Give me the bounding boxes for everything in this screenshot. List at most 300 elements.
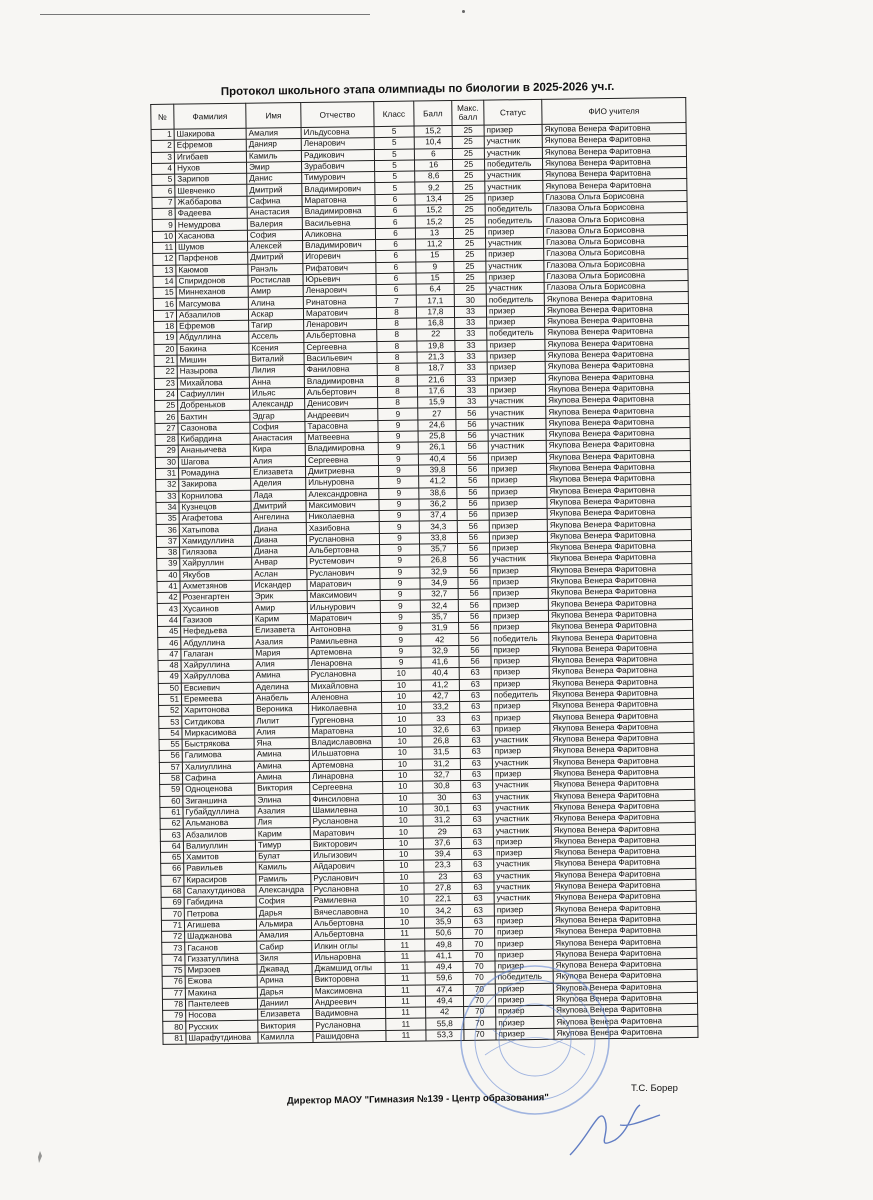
cell-status: призер bbox=[489, 497, 547, 509]
cell-max-score: 56 bbox=[456, 441, 488, 453]
cell-score: 32,9 bbox=[421, 645, 459, 657]
cell-status: участник bbox=[493, 825, 551, 837]
cell-status: участник bbox=[484, 147, 542, 159]
cell-status: участник bbox=[494, 859, 552, 871]
cell-patronymic: Линаровна bbox=[309, 770, 382, 782]
cell-name: Карим bbox=[252, 613, 307, 625]
cell-name: Ранэль bbox=[248, 263, 303, 275]
cell-grade: 6 bbox=[376, 250, 416, 262]
cell-patronymic: Рашидовна bbox=[313, 1030, 386, 1042]
cell-number: 56 bbox=[159, 750, 182, 762]
cell-status: призер bbox=[494, 847, 552, 859]
cell-surname: Галимова bbox=[182, 750, 254, 762]
cell-patronymic: Радикович bbox=[301, 149, 374, 161]
cell-score: 36,2 bbox=[419, 498, 457, 510]
cell-surname: Газизов bbox=[180, 614, 252, 626]
cell-max-score: 56 bbox=[456, 430, 488, 442]
cell-name: Анвар bbox=[252, 557, 307, 569]
cell-name: Карим bbox=[255, 828, 310, 840]
cell-score: 53,3 bbox=[426, 1029, 464, 1041]
cell-number: 11 bbox=[153, 242, 176, 254]
cell-grade: 9 bbox=[380, 567, 420, 579]
cell-surname: Жаббарова bbox=[175, 196, 247, 208]
cell-surname: Валиуллин bbox=[183, 840, 255, 852]
cell-score: 38,6 bbox=[419, 487, 457, 499]
cell-number: 42 bbox=[157, 592, 180, 604]
cell-patronymic: Матвеевна bbox=[305, 432, 378, 444]
cell-status: участник bbox=[494, 892, 552, 904]
cell-status: призер bbox=[492, 746, 550, 758]
cell-grade: 9 bbox=[380, 578, 420, 590]
cell-teacher: Якупова Венера Фаритовна bbox=[546, 405, 690, 418]
cell-teacher: Якупова Венера Фаритовна bbox=[550, 710, 694, 723]
cell-teacher: Якупова Венера Фаритовна bbox=[551, 778, 695, 791]
cell-number: 69 bbox=[161, 897, 184, 909]
cell-name: Александра bbox=[256, 884, 311, 896]
cell-grade: 11 bbox=[386, 1007, 426, 1019]
cell-score: 15,2 bbox=[415, 205, 453, 217]
cell-teacher: Якупова Венера Фаритовна bbox=[553, 992, 697, 1005]
cell-teacher: Якупова Венера Фаритовна bbox=[547, 495, 691, 508]
cell-grade: 9 bbox=[379, 499, 419, 511]
cell-status: участник bbox=[486, 283, 544, 295]
cell-surname: Мишин bbox=[177, 354, 249, 366]
cell-patronymic: Маратович bbox=[310, 827, 383, 839]
cell-grade: 10 bbox=[384, 905, 424, 917]
cell-name: Джавад bbox=[257, 963, 312, 975]
director-line: Директор МАОУ "Гимназия №139 - Центр образования" bbox=[286, 1092, 549, 1107]
cell-teacher: Якупова Венера Фаритовна bbox=[542, 122, 686, 135]
cell-number: 52 bbox=[159, 705, 182, 717]
cell-patronymic: Артемовна bbox=[308, 646, 381, 658]
cell-teacher: Якупова Венера Фаритовна bbox=[546, 394, 690, 407]
cell-patronymic: Рамилевна bbox=[311, 895, 384, 907]
cell-name: Данияр bbox=[246, 139, 301, 151]
cell-grade: 10 bbox=[384, 883, 424, 895]
cell-grade: 10 bbox=[383, 781, 423, 793]
cell-name: Амалия bbox=[246, 128, 301, 140]
cell-score: 9,2 bbox=[415, 182, 453, 194]
cell-teacher: Якупова Венера Фаритовна bbox=[552, 879, 696, 892]
cell-patronymic: Маратович bbox=[307, 612, 380, 624]
cell-max-score: 70 bbox=[463, 950, 495, 962]
cell-name: Арина bbox=[257, 975, 312, 987]
cell-name: Елизавета bbox=[258, 1009, 313, 1021]
cell-status: призер bbox=[489, 520, 547, 532]
cell-teacher: Якупова Венера Фаритовна bbox=[550, 721, 694, 734]
cell-status: участник bbox=[484, 136, 542, 148]
cell-name: Амина bbox=[254, 749, 309, 761]
cell-name: Дмитрий bbox=[251, 500, 306, 512]
cell-status: призер bbox=[487, 350, 545, 362]
cell-number: 23 bbox=[154, 378, 177, 390]
cell-teacher: Якупова Венера Фаритовна bbox=[548, 552, 692, 565]
cell-name: Ильяс bbox=[249, 387, 304, 399]
cell-name: Элина bbox=[255, 794, 310, 806]
cell-surname: Назырова bbox=[177, 365, 249, 377]
cell-score: 15 bbox=[416, 250, 454, 262]
cell-grade: 10 bbox=[381, 668, 421, 680]
cell-score: 32,4 bbox=[420, 600, 458, 612]
cell-grade: 9 bbox=[381, 657, 421, 669]
cell-name: Алия bbox=[254, 726, 309, 738]
cell-status: призер bbox=[488, 463, 546, 475]
header-status: Статус bbox=[484, 99, 542, 125]
cell-patronymic: Ринатовна bbox=[303, 296, 376, 308]
cell-score: 6,4 bbox=[416, 284, 454, 296]
cell-teacher: Якупова Венера Фаритовна bbox=[549, 620, 693, 633]
header-patronymic: Отчество bbox=[301, 102, 374, 128]
cell-score: 35,7 bbox=[420, 543, 458, 555]
cell-status: призер bbox=[489, 508, 547, 520]
cell-grade: 9 bbox=[381, 646, 421, 658]
cell-number: 47 bbox=[158, 649, 181, 661]
cell-max-score: 56 bbox=[459, 633, 491, 645]
cell-patronymic: Антоновна bbox=[308, 624, 381, 636]
cell-score: 30 bbox=[423, 792, 461, 804]
cell-grade: 6 bbox=[376, 239, 416, 251]
cell-status: участник bbox=[493, 791, 551, 803]
cell-max-score: 25 bbox=[453, 193, 485, 205]
cell-number: 32 bbox=[156, 479, 179, 491]
cell-number: 55 bbox=[159, 739, 182, 751]
cell-grade: 10 bbox=[382, 713, 422, 725]
cell-number: 16 bbox=[153, 299, 176, 311]
cell-teacher: Якупова Венера Фаритовна bbox=[550, 766, 694, 779]
cell-number: 19 bbox=[154, 333, 177, 345]
cell-score: 23 bbox=[424, 871, 462, 883]
cell-grade: 10 bbox=[383, 804, 423, 816]
cell-max-score: 56 bbox=[457, 509, 489, 521]
cell-max-score: 25 bbox=[454, 272, 486, 284]
cell-score: 27 bbox=[418, 408, 456, 420]
cell-patronymic: Аликовна bbox=[302, 228, 375, 240]
cell-teacher: Якупова Венера Фаритовна bbox=[553, 958, 697, 971]
cell-teacher: Глазова Ольга Борисовна bbox=[543, 224, 687, 237]
cell-surname: Игибаев bbox=[174, 151, 246, 163]
cell-score: 11,2 bbox=[416, 239, 454, 251]
cell-surname: Ситдикова bbox=[182, 716, 254, 728]
cell-status: участник bbox=[488, 395, 546, 407]
cell-name: Валерия bbox=[247, 218, 302, 230]
cell-status: участник bbox=[488, 429, 546, 441]
cell-patronymic: Руслановна bbox=[306, 533, 379, 545]
cell-surname: Михайлова bbox=[177, 377, 249, 389]
cell-status: победитель bbox=[495, 972, 553, 984]
cell-surname: Якубов bbox=[180, 569, 252, 581]
cell-grade: 8 bbox=[377, 341, 417, 353]
cell-name: Диана bbox=[251, 523, 306, 535]
cell-teacher: Якупова Венера Фаритовна bbox=[549, 642, 693, 655]
cell-score: 13 bbox=[415, 227, 453, 239]
cell-patronymic: Маратовна bbox=[309, 725, 382, 737]
cell-grade: 8 bbox=[376, 307, 416, 319]
cell-teacher: Якупова Венера Фаритовна bbox=[551, 800, 695, 813]
cell-grade: 8 bbox=[377, 363, 417, 375]
cell-name: Тимур bbox=[255, 839, 310, 851]
cell-grade: 6 bbox=[375, 228, 415, 240]
table-body bbox=[151, 122, 698, 1044]
cell-status: участник bbox=[494, 881, 552, 893]
cell-number: 28 bbox=[155, 434, 178, 446]
cell-status: призер bbox=[496, 1017, 554, 1029]
cell-grade: 8 bbox=[377, 352, 417, 364]
cell-status: победитель bbox=[491, 689, 549, 701]
cell-number: 39 bbox=[157, 558, 180, 570]
cell-grade: 5 bbox=[374, 126, 414, 138]
cell-score: 35,7 bbox=[420, 611, 458, 623]
cell-grade: 8 bbox=[377, 318, 417, 330]
cell-teacher: Якупова Венера Фаритовна bbox=[548, 586, 692, 599]
cell-name: Альмира bbox=[256, 918, 311, 930]
cell-score: 33 bbox=[422, 713, 460, 725]
cell-score: 6 bbox=[414, 148, 452, 160]
cell-patronymic: Ленарович bbox=[301, 138, 374, 150]
cell-name: Виктория bbox=[258, 1020, 313, 1032]
cell-number: 27 bbox=[155, 423, 178, 435]
cell-patronymic: Ленаровна bbox=[308, 657, 381, 669]
cell-max-score: 63 bbox=[462, 871, 494, 883]
cell-max-score: 33 bbox=[455, 374, 487, 386]
cell-number: 75 bbox=[162, 965, 185, 977]
cell-name: Виталий bbox=[249, 353, 304, 365]
cell-name: Сафина bbox=[247, 195, 302, 207]
cell-surname: Сафина bbox=[182, 772, 254, 784]
cell-surname: Салахутдинова bbox=[184, 885, 256, 897]
cell-grade: 11 bbox=[386, 1030, 426, 1042]
cell-status: призер bbox=[490, 599, 548, 611]
cell-status: призер bbox=[487, 339, 545, 351]
cell-teacher: Якупова Венера Фаритовна bbox=[546, 427, 690, 440]
cell-name: Амир bbox=[248, 286, 303, 298]
cell-grade: 5 bbox=[375, 183, 415, 195]
cell-score: 16,8 bbox=[417, 318, 455, 330]
cell-teacher: Якупова Венера Фаритовна bbox=[552, 891, 696, 904]
cell-score: 40,4 bbox=[421, 668, 459, 680]
cell-patronymic: Тимурович bbox=[302, 172, 375, 184]
cell-score: 9 bbox=[416, 261, 454, 273]
cell-patronymic: Хазибовна bbox=[306, 522, 379, 534]
cell-number: 14 bbox=[153, 276, 176, 288]
cell-max-score: 25 bbox=[453, 215, 485, 227]
cell-teacher: Якупова Венера Фаритовна bbox=[551, 789, 695, 802]
cell-number: 6 bbox=[152, 186, 175, 198]
cell-surname: Абдуллина bbox=[177, 332, 249, 344]
cell-teacher: Якупова Венера Фаритовна bbox=[549, 631, 693, 644]
cell-status: призер bbox=[491, 621, 549, 633]
cell-patronymic: Ильнуровна bbox=[306, 477, 379, 489]
cell-surname: Еремеева bbox=[181, 693, 253, 705]
cell-surname: Хамитов bbox=[184, 851, 256, 863]
cell-surname: Зиганшина bbox=[183, 795, 255, 807]
cell-max-score: 33 bbox=[455, 317, 487, 329]
cell-name: Дарья bbox=[256, 907, 311, 919]
cell-name: София bbox=[247, 229, 302, 241]
cell-grade: 6 bbox=[376, 262, 416, 274]
cell-grade: 10 bbox=[381, 691, 421, 703]
cell-teacher: Якупова Венера Фаритовна bbox=[549, 676, 693, 689]
cell-score: 15,9 bbox=[418, 397, 456, 409]
cell-name: Анабель bbox=[253, 692, 308, 704]
cell-score: 37,6 bbox=[423, 837, 461, 849]
cell-status: призер bbox=[491, 678, 549, 690]
cell-max-score: 33 bbox=[455, 351, 487, 363]
cell-teacher: Якупова Венера Фаритовна bbox=[552, 857, 696, 870]
cell-grade: 11 bbox=[385, 973, 425, 985]
cell-grade: 10 bbox=[382, 736, 422, 748]
cell-name: Мария bbox=[253, 647, 308, 659]
cell-grade: 9 bbox=[378, 420, 418, 432]
cell-max-score: 25 bbox=[452, 125, 484, 137]
cell-teacher: Якупова Венера Фаритовна bbox=[546, 439, 690, 452]
cell-surname: Нефедьева bbox=[181, 625, 253, 637]
cell-status: призер bbox=[496, 1028, 554, 1040]
cell-teacher: Якупова Венера Фаритовна bbox=[543, 179, 687, 192]
cell-teacher: Якупова Венера Фаритовна bbox=[551, 823, 695, 836]
cell-patronymic: Русланович bbox=[307, 567, 380, 579]
cell-grade: 10 bbox=[384, 849, 424, 861]
cell-teacher: Якупова Венера Фаритовна bbox=[545, 315, 689, 328]
cell-number: 73 bbox=[162, 942, 185, 954]
cell-surname: Быстрякова bbox=[182, 738, 254, 750]
cell-max-score: 63 bbox=[460, 701, 492, 713]
cell-number: 63 bbox=[160, 830, 183, 842]
cell-score: 34,9 bbox=[420, 577, 458, 589]
cell-surname: Добреньков bbox=[178, 399, 250, 411]
cell-max-score: 63 bbox=[462, 893, 494, 905]
cell-teacher: Якупова Венера Фаритовна bbox=[549, 687, 693, 700]
cell-grade: 10 bbox=[383, 826, 423, 838]
cell-max-score: 33 bbox=[455, 340, 487, 352]
cell-teacher: Якупова Венера Фаритовна bbox=[553, 981, 697, 994]
cell-score: 17,8 bbox=[416, 306, 454, 318]
cell-grade: 5 bbox=[375, 171, 415, 183]
cell-surname: Розенгартен bbox=[180, 591, 252, 603]
cell-status: участник bbox=[490, 554, 548, 566]
cell-max-score: 63 bbox=[461, 803, 493, 815]
cell-status: призер bbox=[488, 452, 546, 464]
cell-score: 21,6 bbox=[417, 374, 455, 386]
cell-name: Камилла bbox=[258, 1031, 313, 1043]
cell-status: участник bbox=[493, 813, 551, 825]
cell-max-score: 56 bbox=[457, 532, 489, 544]
cell-teacher: Якупова Венера Фаритовна bbox=[548, 540, 692, 553]
cell-surname: Агафетова bbox=[179, 512, 251, 524]
cell-number: 22 bbox=[154, 366, 177, 378]
cell-number: 20 bbox=[154, 344, 177, 356]
cell-patronymic: Ильгизович bbox=[311, 850, 384, 862]
cell-name: Елизавета bbox=[253, 625, 308, 637]
cell-grade: 10 bbox=[382, 702, 422, 714]
cell-number: 34 bbox=[156, 502, 179, 514]
cell-number: 35 bbox=[156, 513, 179, 525]
cell-teacher: Якупова Венера Фаритовна bbox=[548, 563, 692, 576]
cell-number: 40 bbox=[157, 570, 180, 582]
cell-patronymic: Рифатович bbox=[303, 262, 376, 274]
cell-name: Булат bbox=[256, 850, 311, 862]
cell-grade: 9 bbox=[378, 465, 418, 477]
cell-patronymic: Викторовна bbox=[312, 974, 385, 986]
cell-teacher: Якупова Венера Фаритовна bbox=[553, 970, 697, 983]
cell-number: 80 bbox=[163, 1022, 186, 1034]
cell-grade: 10 bbox=[382, 759, 422, 771]
cell-max-score: 56 bbox=[458, 588, 490, 600]
cell-patronymic: Максимовна bbox=[312, 985, 385, 997]
cell-grade: 11 bbox=[385, 928, 425, 940]
cell-patronymic: Шамилевна bbox=[310, 804, 383, 816]
cell-patronymic: Николаевна bbox=[309, 703, 382, 715]
cell-number: 78 bbox=[162, 999, 185, 1011]
cell-surname: Шакирова bbox=[174, 128, 246, 140]
cell-teacher: Якупова Венера Фаритовна bbox=[551, 834, 695, 847]
cell-status: участник bbox=[486, 237, 544, 249]
cell-surname: Губайдуллина bbox=[183, 806, 255, 818]
cell-grade: 5 bbox=[374, 149, 414, 161]
cell-surname: Ромадина bbox=[179, 467, 251, 479]
cell-status: призер bbox=[486, 249, 544, 261]
cell-teacher: Якупова Венера Фаритовна bbox=[549, 665, 693, 678]
cell-max-score: 56 bbox=[456, 464, 488, 476]
cell-score: 15 bbox=[416, 272, 454, 284]
cell-max-score: 63 bbox=[461, 837, 493, 849]
cell-status: победитель bbox=[487, 328, 545, 340]
cell-grade: 10 bbox=[384, 917, 424, 929]
cell-teacher: Якупова Венера Фаритовна bbox=[544, 303, 688, 316]
cell-teacher: Якупова Венера Фаритовна bbox=[553, 936, 697, 949]
cell-max-score: 63 bbox=[459, 667, 491, 679]
cell-status: призер bbox=[486, 305, 544, 317]
cell-patronymic: Ильнаровна bbox=[312, 951, 385, 963]
cell-score: 37,4 bbox=[419, 510, 457, 522]
cell-teacher: Глазова Ольга Борисовна bbox=[544, 269, 688, 282]
cell-status: победитель bbox=[485, 203, 543, 215]
cell-patronymic: Ильшатовна bbox=[309, 748, 382, 760]
cell-name: София bbox=[250, 421, 305, 433]
cell-patronymic: Дмитриевна bbox=[305, 465, 378, 477]
header-number: № bbox=[151, 104, 174, 129]
cell-grade: 6 bbox=[375, 216, 415, 228]
cell-score: 39,4 bbox=[424, 848, 462, 860]
cell-status: призер bbox=[487, 373, 545, 385]
cell-score: 15,2 bbox=[415, 216, 453, 228]
cell-score: 23,3 bbox=[424, 860, 462, 872]
scan-speck bbox=[462, 10, 465, 13]
cell-name: Данис bbox=[247, 173, 302, 185]
cell-max-score: 56 bbox=[458, 611, 490, 623]
cell-name: Анастасия bbox=[250, 433, 305, 445]
cell-teacher: Глазова Ольга Борисовна bbox=[544, 247, 688, 260]
cell-max-score: 63 bbox=[462, 848, 494, 860]
cell-surname: Мирзоев bbox=[185, 964, 257, 976]
cell-name: Аслан bbox=[252, 568, 307, 580]
header-name: Имя bbox=[246, 103, 301, 129]
cell-number: 74 bbox=[162, 954, 185, 966]
cell-status: призер bbox=[491, 655, 549, 667]
cell-name: Алия bbox=[250, 455, 305, 467]
cell-grade: 9 bbox=[381, 623, 421, 635]
cell-teacher: Якупова Венера Фаритовна bbox=[547, 473, 691, 486]
cell-surname: Сазонова bbox=[178, 422, 250, 434]
cell-surname: Абдуллина bbox=[181, 637, 253, 649]
cell-teacher: Якупова Венера Фаритовна bbox=[548, 608, 692, 621]
cell-number: 4 bbox=[152, 163, 175, 175]
cell-surname: Кузнецов bbox=[179, 501, 251, 513]
cell-name: Тагир bbox=[249, 320, 304, 332]
cell-grade: 8 bbox=[377, 375, 417, 387]
cell-max-score: 25 bbox=[452, 148, 484, 160]
cell-number: 65 bbox=[161, 852, 184, 864]
cell-number: 54 bbox=[159, 728, 182, 740]
